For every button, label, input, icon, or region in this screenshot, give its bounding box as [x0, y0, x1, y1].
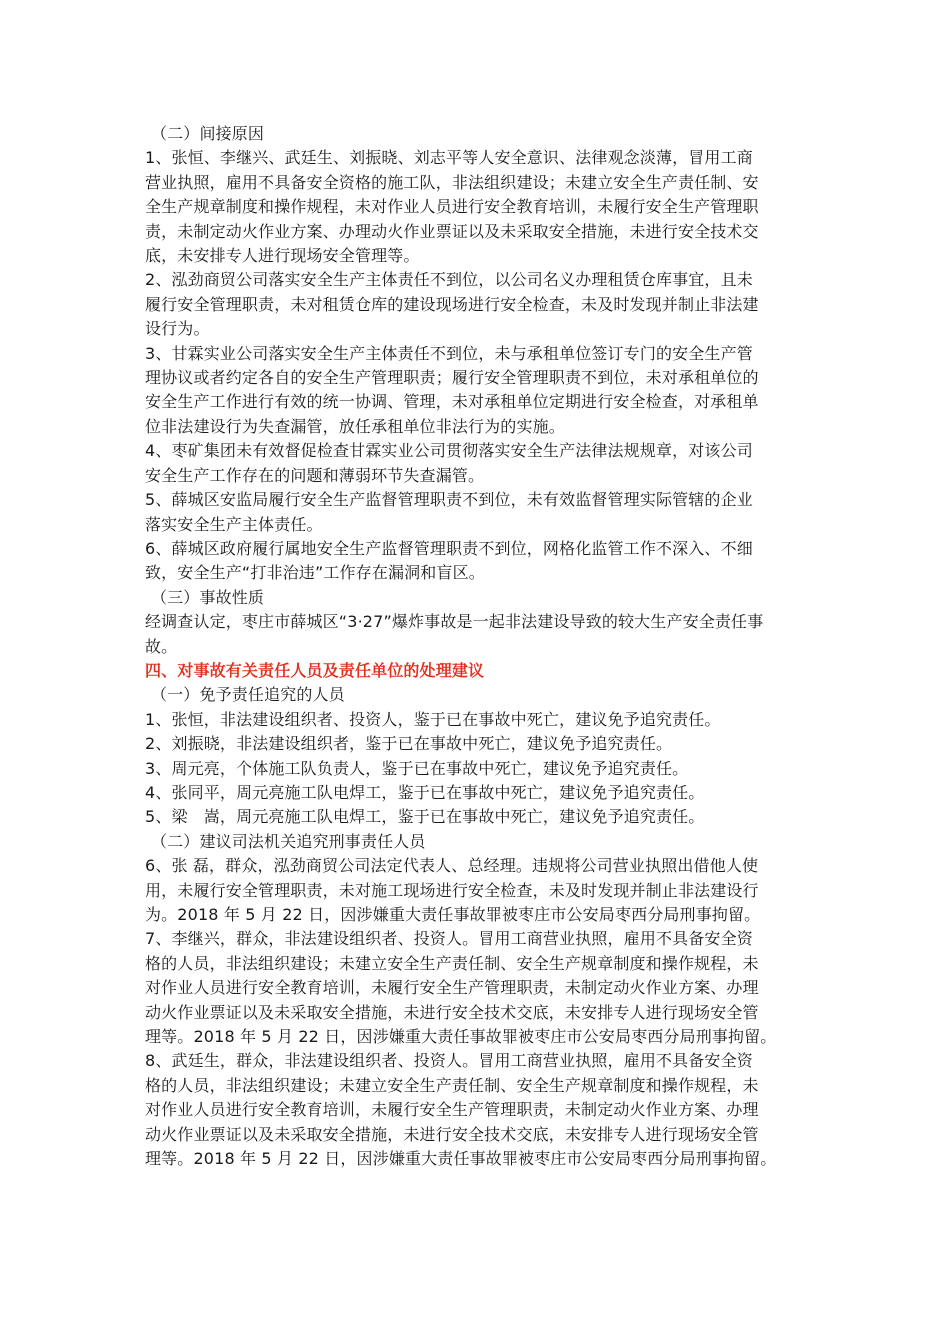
- exempt-item-3: [145, 757, 808, 781]
- text-line: 全生产规章制度和操作规程，未对作业人员进行安全教育培训，未履行安全生产管理职: [145, 197, 759, 217]
- text-line: 营业执照，雇用不具备安全资格的施工队，非法组织建设；未建立安全生产责任制、安: [145, 172, 759, 192]
- text-line: 2、泓劲商贸公司落实安全生产主体责任不到位，以公司名义办理租赁仓库事宜，且未: [145, 270, 753, 290]
- text-line: 6、张 磊，群众，泓劲商贸公司法定代表人、总经理。违规将公司营业执照出借他人使: [145, 856, 759, 876]
- text-line: （一）免予责任追究的人员: [151, 685, 345, 705]
- text-line: 履行安全管理职责，未对租赁仓库的建设现场进行安全检查，未及时发现并制止非法建: [145, 294, 759, 314]
- indirect-cause-5: [145, 488, 808, 537]
- text-line: 动火作业票证以及未采取安全措施，未进行安全技术交底，未安排专人进行现场安全管: [145, 1002, 759, 1022]
- text-line: 对作业人员进行安全教育培训，未履行安全生产管理职责，未制定动火作业方案、办理: [145, 1100, 759, 1120]
- text-line: 致，安全生产“打非治违”工作存在漏洞和盲区。: [145, 563, 485, 583]
- text-line: 格的人员，非法组织建设；未建立安全生产责任制、安全生产规章制度和操作规程，未: [145, 1075, 759, 1095]
- text-line: （二）间接原因: [151, 124, 265, 143]
- text-line: 4、枣矿集团未有效督促检查甘霖实业公司贯彻落实安全生产法律法规规章，对该公司: [145, 441, 753, 461]
- text-line: 对作业人员进行安全教育培训，未履行安全生产管理职责，未制定动火作业方案、办理: [145, 978, 759, 998]
- subheading-indirect-causes: [145, 122, 808, 146]
- text-line: 8、武廷生，群众，非法建设组织者、投资人。冒用工商营业执照，雇用不具备安全资: [145, 1051, 753, 1071]
- subheading-criminal: [145, 830, 808, 854]
- text-line: 安全生产工作存在的问题和薄弱环节失查漏管。: [145, 465, 485, 485]
- text-line: 落实安全生产主体责任。: [145, 514, 323, 534]
- exempt-item-5: [145, 805, 808, 829]
- text-line: 责，未制定动火作业方案、办理动火作业票证以及未采取安全措施，未进行安全技术交: [145, 221, 759, 241]
- text-line: （三）事故性质: [151, 587, 265, 607]
- text-line: （二）建议司法机关追究刑事责任人员: [151, 831, 426, 851]
- text-line: 1、张恒、李继兴、武廷生、刘振晓、刘志平等人安全意识、法律观念淡薄，冒用工商: [145, 148, 753, 168]
- text-line: 经调查认定，枣庄市薛城区“3·27”爆炸事故是一起非法建设导致的较大生产安全责任事: [145, 612, 764, 632]
- subheading-exempt: [145, 683, 808, 707]
- text-line: 为。2018 年 5 月 22 日，因涉嫌重大责任事故罪被枣庄市公安局枣西分局刑事拘留。: [145, 905, 761, 924]
- text-line: 故。: [145, 636, 178, 656]
- exempt-item-2: [145, 732, 808, 756]
- text-line: 用，未履行安全管理职责，未对施工现场进行安全检查，未及时发现并制止非法建设行: [145, 880, 759, 900]
- text-line: 6、薛城区政府履行属地安全生产监督管理职责不到位，网格化监管工作不深入、不细: [145, 538, 753, 558]
- text-line: 3、甘霖实业公司落实安全生产主体责任不到位，未与承租单位签订专门的安全生产管: [145, 343, 753, 363]
- text-line: 4、张同平，周元亮施工队电焊工，鉴于已在事故中死亡，建议免予追究责任。: [145, 782, 705, 802]
- text-line: 5、梁 嵩，周元亮施工队电焊工，鉴于已在事故中死亡，建议免予追究责任。: [145, 807, 705, 827]
- exempt-item-4: [145, 781, 808, 805]
- accident-nature-text: [145, 610, 808, 659]
- indirect-cause-3: [145, 342, 808, 440]
- document-body: [145, 122, 808, 1171]
- text-line: 3、周元亮，个体施工队负责人，鉴于已在事故中死亡，建议免予追究责任。: [145, 758, 689, 778]
- indirect-cause-4: [145, 439, 808, 488]
- text-line: 底，未安排专人进行现场安全管理等。: [145, 246, 420, 266]
- indirect-cause-6: [145, 537, 808, 586]
- text-line: 理等。2018 年 5 月 22 日，因涉嫌重大责任事故罪被枣庄市公安局枣西分局刑事拘留。: [145, 1027, 777, 1047]
- criminal-item-8: [145, 1049, 808, 1171]
- text-line: 安全生产工作进行有效的统一协调、管理，未对承租单位定期进行安全检查，对承租单: [145, 392, 759, 412]
- section-heading-4: [145, 659, 808, 683]
- indirect-cause-2: [145, 268, 808, 341]
- text-line: 1、张恒，非法建设组织者、投资人，鉴于已在事故中死亡，建议免予追究责任。: [145, 709, 721, 729]
- text-line: 格的人员，非法组织建设；未建立安全生产责任制、安全生产规章制度和操作规程，未: [145, 953, 759, 973]
- text-line: 四、对事故有关责任人员及责任单位的处理建议: [145, 660, 485, 680]
- exempt-item-1: [145, 708, 808, 732]
- text-line: 2、刘振晓，非法建设组织者，鉴于已在事故中死亡，建议免予追究责任。: [145, 734, 673, 754]
- indirect-cause-1: [145, 146, 808, 268]
- subheading-accident-nature: [145, 586, 808, 610]
- criminal-item-7: [145, 927, 808, 1049]
- text-line: 理协议或者约定各自的安全生产管理职责；履行安全管理职责不到位，未对承租单位的: [145, 368, 759, 388]
- text-line: 5、薛城区安监局履行安全生产监督管理职责不到位，未有效监督管理实际管辖的企业: [145, 490, 753, 510]
- text-line: 位非法建设行为失查漏管，放任承租单位非法行为的实施。: [145, 416, 565, 436]
- text-line: 7、李继兴，群众，非法建设组织者、投资人。冒用工商营业执照，雇用不具备安全资: [145, 929, 753, 949]
- criminal-item-6: [145, 854, 808, 927]
- text-line: 理等。2018 年 5 月 22 日，因涉嫌重大责任事故罪被枣庄市公安局枣西分局刑事拘留。: [145, 1149, 777, 1169]
- text-line: 动火作业票证以及未采取安全措施，未进行安全技术交底，未安排专人进行现场安全管: [145, 1124, 759, 1144]
- text-line: 设行为。: [145, 319, 210, 339]
